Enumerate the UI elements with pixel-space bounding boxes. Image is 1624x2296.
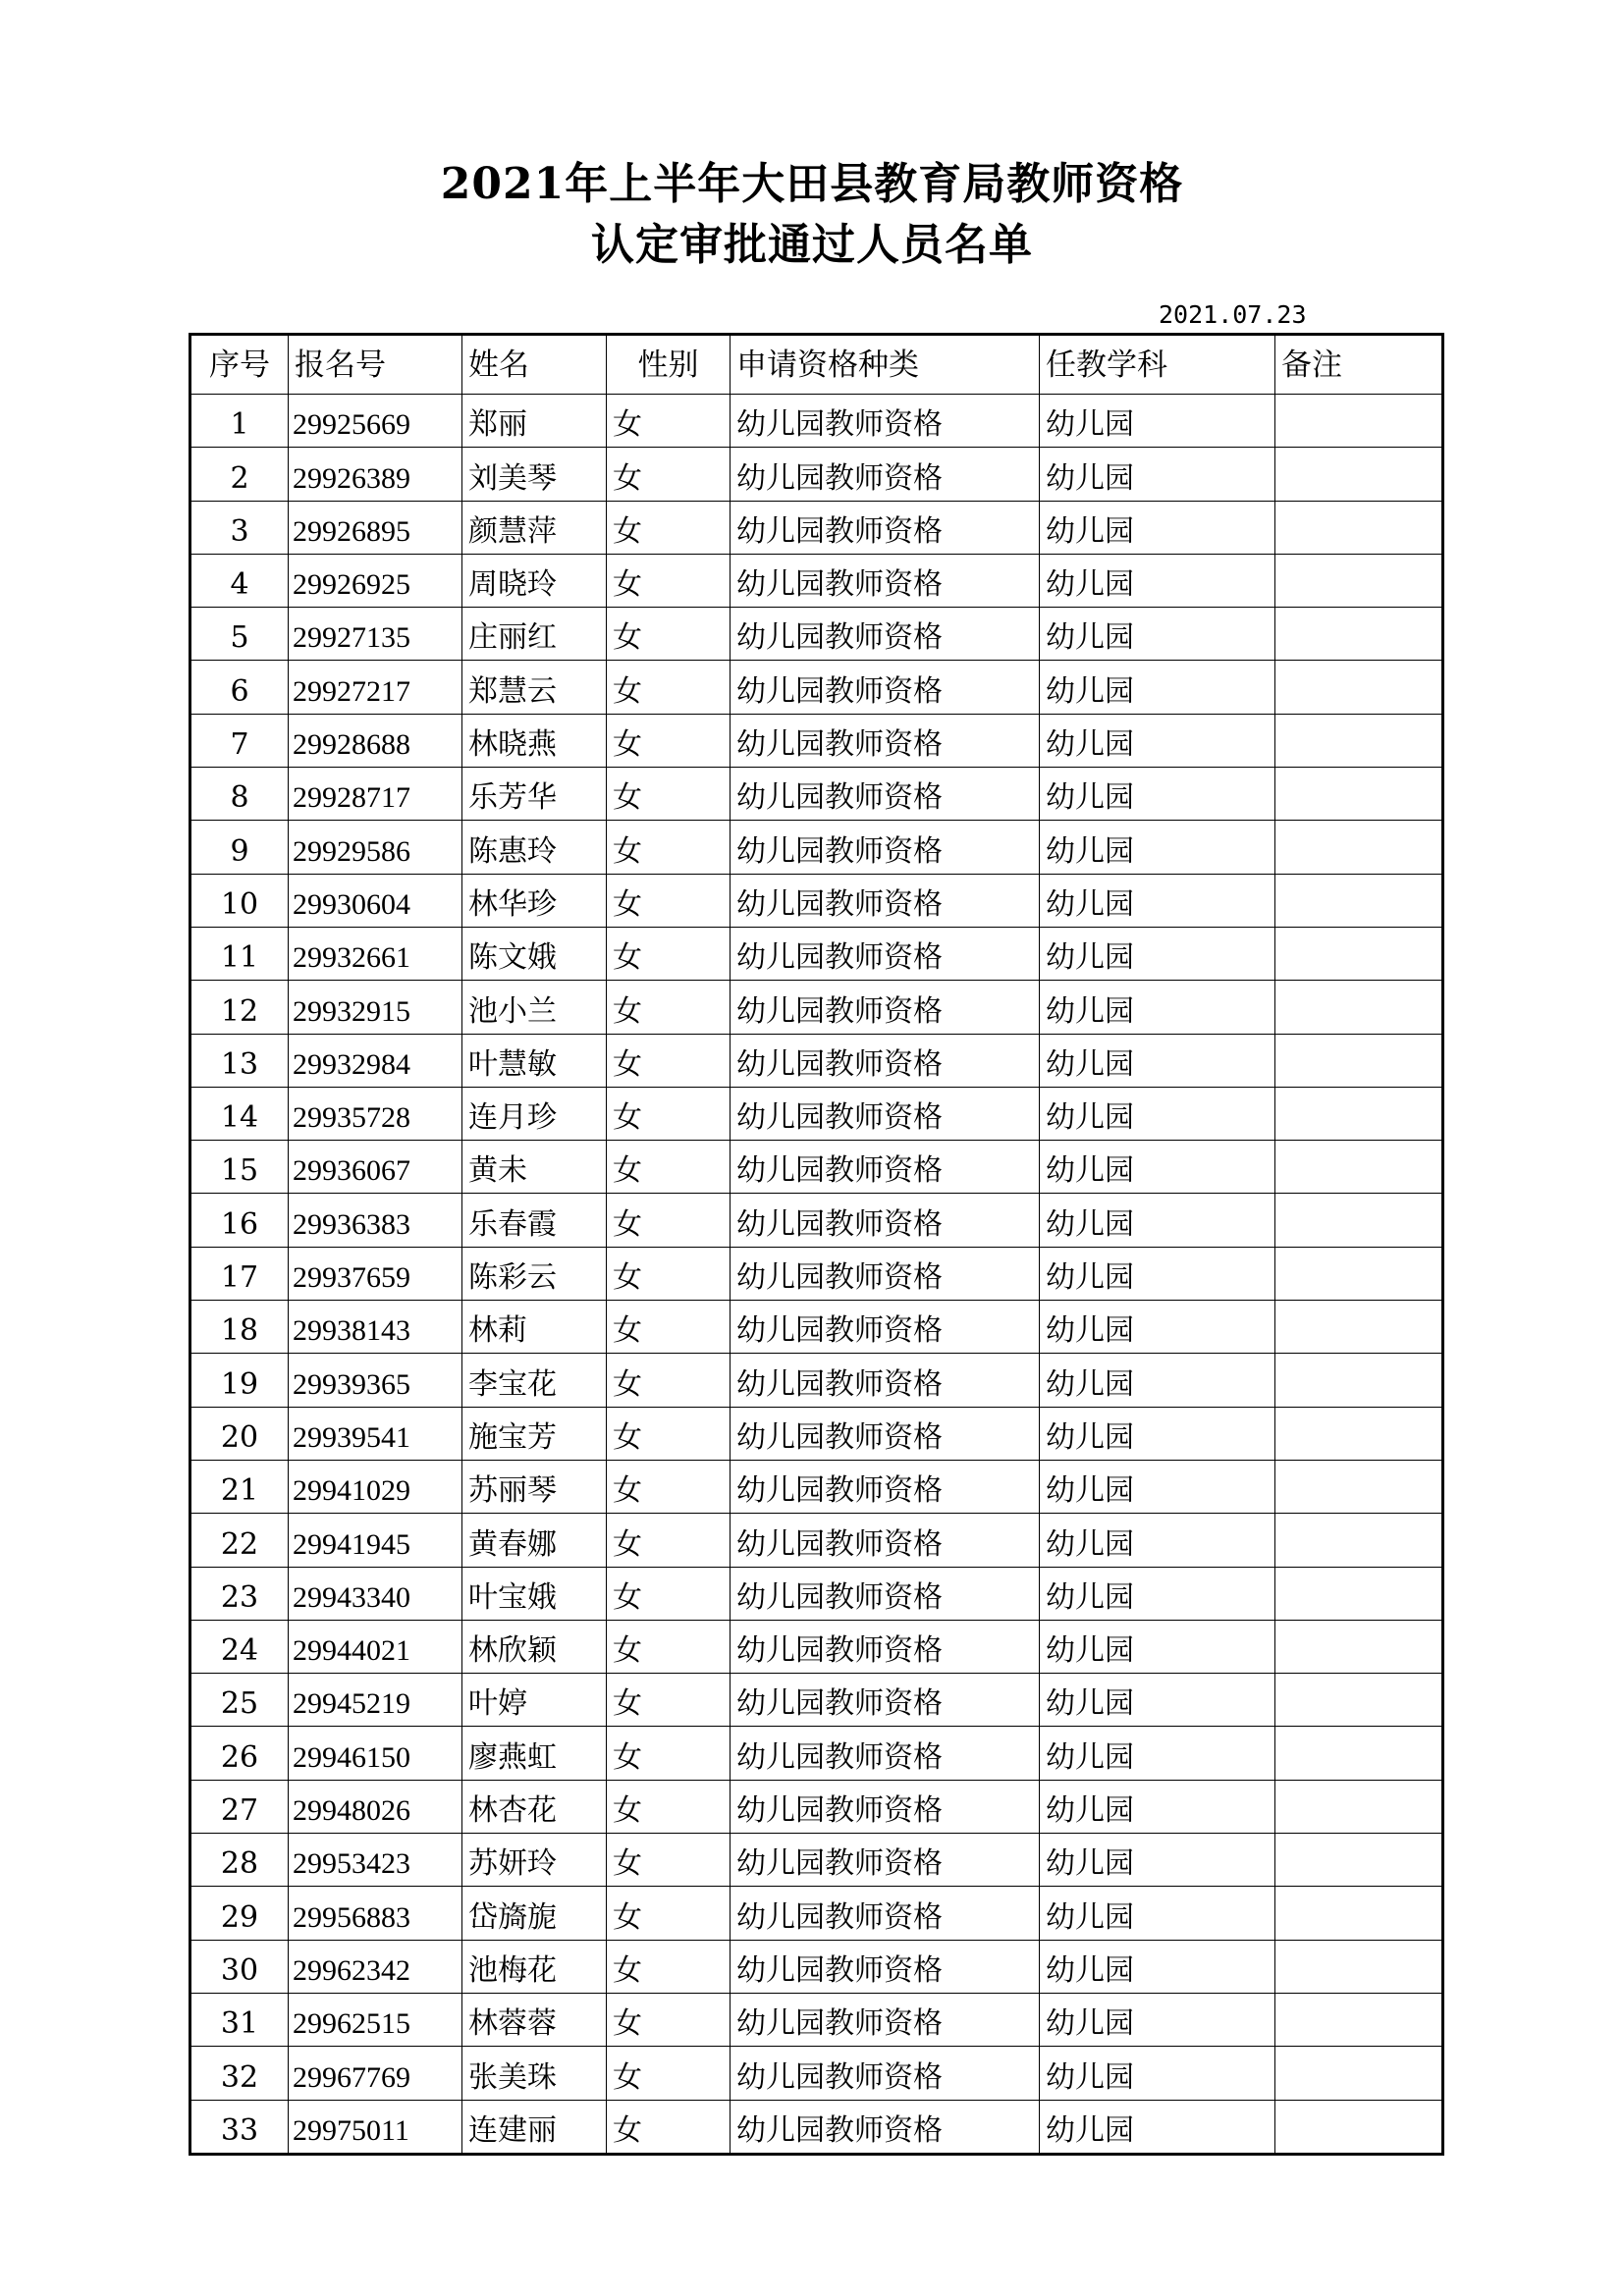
cell-seq: 18 bbox=[190, 1301, 289, 1354]
table-row bbox=[190, 501, 1443, 554]
cell-remarks bbox=[1275, 1834, 1443, 1887]
cell-reg-no: 29962342 bbox=[289, 1940, 462, 1993]
cell-name: 周晓玲 bbox=[462, 554, 607, 607]
cell-gender: 女 bbox=[607, 554, 731, 607]
table-row bbox=[190, 448, 1443, 501]
cell-reg-no: 29930604 bbox=[289, 874, 462, 927]
cell-seq: 30 bbox=[190, 1940, 289, 1993]
cell-gender: 女 bbox=[607, 1141, 731, 1194]
table-row bbox=[190, 1514, 1443, 1567]
cell-remarks bbox=[1275, 1460, 1443, 1513]
cell-name: 郑丽 bbox=[462, 395, 607, 448]
cell-qualification-type: 幼儿园教师资格 bbox=[731, 927, 1040, 980]
header-reg-no: 报名号 bbox=[289, 335, 462, 395]
cell-name: 廖燕虹 bbox=[462, 1727, 607, 1780]
cell-gender: 女 bbox=[607, 1674, 731, 1727]
cell-qualification-type: 幼儿园教师资格 bbox=[731, 1940, 1040, 1993]
cell-qualification-type: 幼儿园教师资格 bbox=[731, 501, 1040, 554]
cell-subject: 幼儿园 bbox=[1040, 554, 1275, 607]
table-row bbox=[190, 1993, 1443, 2046]
cell-reg-no: 29939541 bbox=[289, 1407, 462, 1460]
cell-seq: 9 bbox=[190, 821, 289, 874]
cell-subject: 幼儿园 bbox=[1040, 1940, 1275, 1993]
cell-reg-no: 29939365 bbox=[289, 1354, 462, 1407]
cell-seq: 11 bbox=[190, 927, 289, 980]
cell-reg-no: 29941029 bbox=[289, 1460, 462, 1513]
cell-subject: 幼儿园 bbox=[1040, 1141, 1275, 1194]
header-seq: 序号 bbox=[190, 335, 289, 395]
table-row bbox=[190, 927, 1443, 980]
cell-remarks bbox=[1275, 1034, 1443, 1087]
cell-subject: 幼儿园 bbox=[1040, 821, 1275, 874]
cell-gender: 女 bbox=[607, 1834, 731, 1887]
cell-subject: 幼儿园 bbox=[1040, 1247, 1275, 1300]
table-row bbox=[190, 1727, 1443, 1780]
cell-remarks bbox=[1275, 1567, 1443, 1620]
cell-subject: 幼儿园 bbox=[1040, 1567, 1275, 1620]
table-row bbox=[190, 2100, 1443, 2154]
cell-subject: 幼儿园 bbox=[1040, 1620, 1275, 1673]
table-row bbox=[190, 1780, 1443, 1833]
cell-qualification-type: 幼儿园教师资格 bbox=[731, 1247, 1040, 1300]
table-row bbox=[190, 714, 1443, 767]
cell-subject: 幼儿园 bbox=[1040, 608, 1275, 661]
cell-reg-no: 29926925 bbox=[289, 554, 462, 607]
table-row bbox=[190, 1407, 1443, 1460]
document-title-line1: 2021年上半年大田县教育局教师资格 bbox=[440, 159, 1184, 209]
cell-name: 黄春娜 bbox=[462, 1514, 607, 1567]
cell-gender: 女 bbox=[607, 1301, 731, 1354]
cell-name: 颜慧萍 bbox=[462, 501, 607, 554]
cell-reg-no: 29941945 bbox=[289, 1514, 462, 1567]
cell-remarks bbox=[1275, 1940, 1443, 1993]
cell-remarks bbox=[1275, 1087, 1443, 1140]
cell-name: 池小兰 bbox=[462, 981, 607, 1034]
cell-qualification-type: 幼儿园教师资格 bbox=[731, 1567, 1040, 1620]
cell-remarks bbox=[1275, 1301, 1443, 1354]
cell-seq: 31 bbox=[190, 1993, 289, 2046]
table-row bbox=[190, 1620, 1443, 1673]
cell-remarks bbox=[1275, 927, 1443, 980]
cell-subject: 幼儿园 bbox=[1040, 1354, 1275, 1407]
cell-qualification-type: 幼儿园教师资格 bbox=[731, 1301, 1040, 1354]
cell-name: 乐春霞 bbox=[462, 1194, 607, 1247]
cell-seq: 16 bbox=[190, 1194, 289, 1247]
cell-reg-no: 29953423 bbox=[289, 1834, 462, 1887]
cell-gender: 女 bbox=[607, 981, 731, 1034]
cell-qualification-type: 幼儿园教师资格 bbox=[731, 1194, 1040, 1247]
cell-gender: 女 bbox=[607, 821, 731, 874]
cell-remarks bbox=[1275, 981, 1443, 1034]
cell-seq: 7 bbox=[190, 714, 289, 767]
cell-subject: 幼儿园 bbox=[1040, 1514, 1275, 1567]
cell-qualification-type: 幼儿园教师资格 bbox=[731, 1034, 1040, 1087]
cell-gender: 女 bbox=[607, 1514, 731, 1567]
cell-remarks bbox=[1275, 1247, 1443, 1300]
cell-reg-no: 29936067 bbox=[289, 1141, 462, 1194]
cell-reg-no: 29927135 bbox=[289, 608, 462, 661]
header-subject: 任教学科 bbox=[1040, 335, 1275, 395]
cell-seq: 29 bbox=[190, 1887, 289, 1940]
cell-qualification-type: 幼儿园教师资格 bbox=[731, 2047, 1040, 2100]
cell-reg-no: 29938143 bbox=[289, 1301, 462, 1354]
cell-name: 刘美琴 bbox=[462, 448, 607, 501]
cell-name: 张美珠 bbox=[462, 2047, 607, 2100]
cell-qualification-type: 幼儿园教师资格 bbox=[731, 661, 1040, 714]
cell-reg-no: 29932915 bbox=[289, 981, 462, 1034]
cell-remarks bbox=[1275, 821, 1443, 874]
cell-reg-no: 29928688 bbox=[289, 714, 462, 767]
cell-qualification-type: 幼儿园教师资格 bbox=[731, 1887, 1040, 1940]
cell-qualification-type: 幼儿园教师资格 bbox=[731, 1087, 1040, 1140]
cell-remarks bbox=[1275, 1514, 1443, 1567]
table-row bbox=[190, 395, 1443, 448]
cell-gender: 女 bbox=[607, 1567, 731, 1620]
cell-name: 郑慧云 bbox=[462, 661, 607, 714]
table-body bbox=[190, 395, 1443, 2155]
table-row bbox=[190, 821, 1443, 874]
cell-remarks bbox=[1275, 1354, 1443, 1407]
cell-subject: 幼儿园 bbox=[1040, 1460, 1275, 1513]
cell-gender: 女 bbox=[607, 1087, 731, 1140]
cell-subject: 幼儿园 bbox=[1040, 1194, 1275, 1247]
cell-gender: 女 bbox=[607, 768, 731, 821]
cell-remarks bbox=[1275, 714, 1443, 767]
cell-subject: 幼儿园 bbox=[1040, 1674, 1275, 1727]
cell-reg-no: 29932661 bbox=[289, 927, 462, 980]
cell-gender: 女 bbox=[607, 1780, 731, 1833]
cell-subject: 幼儿园 bbox=[1040, 1993, 1275, 2046]
table-row bbox=[190, 608, 1443, 661]
cell-gender: 女 bbox=[607, 448, 731, 501]
cell-seq: 28 bbox=[190, 1834, 289, 1887]
header-name: 姓名 bbox=[462, 335, 607, 395]
document-date: 2021.07.23 bbox=[1159, 300, 1307, 329]
cell-qualification-type: 幼儿园教师资格 bbox=[731, 2100, 1040, 2154]
cell-subject: 幼儿园 bbox=[1040, 395, 1275, 448]
cell-name: 施宝芳 bbox=[462, 1407, 607, 1460]
table-row bbox=[190, 661, 1443, 714]
table-row bbox=[190, 2047, 1443, 2100]
table-row bbox=[190, 874, 1443, 927]
cell-gender: 女 bbox=[607, 1887, 731, 1940]
table-row bbox=[190, 1887, 1443, 1940]
cell-remarks bbox=[1275, 1194, 1443, 1247]
cell-gender: 女 bbox=[607, 395, 731, 448]
cell-seq: 15 bbox=[190, 1141, 289, 1194]
cell-remarks bbox=[1275, 1674, 1443, 1727]
cell-name: 苏妍玲 bbox=[462, 1834, 607, 1887]
cell-reg-no: 29975011 bbox=[289, 2100, 462, 2154]
cell-subject: 幼儿园 bbox=[1040, 1834, 1275, 1887]
cell-seq: 10 bbox=[190, 874, 289, 927]
cell-subject: 幼儿园 bbox=[1040, 874, 1275, 927]
cell-reg-no: 29927217 bbox=[289, 661, 462, 714]
cell-gender: 女 bbox=[607, 1407, 731, 1460]
cell-seq: 8 bbox=[190, 768, 289, 821]
table-row bbox=[190, 1301, 1443, 1354]
cell-gender: 女 bbox=[607, 1194, 731, 1247]
cell-subject: 幼儿园 bbox=[1040, 1780, 1275, 1833]
table-row bbox=[190, 1087, 1443, 1140]
cell-qualification-type: 幼儿园教师资格 bbox=[731, 395, 1040, 448]
cell-qualification-type: 幼儿园教师资格 bbox=[731, 1354, 1040, 1407]
cell-reg-no: 29936383 bbox=[289, 1194, 462, 1247]
cell-gender: 女 bbox=[607, 2047, 731, 2100]
cell-subject: 幼儿园 bbox=[1040, 768, 1275, 821]
cell-remarks bbox=[1275, 448, 1443, 501]
cell-qualification-type: 幼儿园教师资格 bbox=[731, 1141, 1040, 1194]
cell-subject: 幼儿园 bbox=[1040, 501, 1275, 554]
cell-remarks bbox=[1275, 874, 1443, 927]
header-remarks: 备注 bbox=[1275, 335, 1443, 395]
cell-remarks bbox=[1275, 1993, 1443, 2046]
cell-name: 林华珍 bbox=[462, 874, 607, 927]
cell-gender: 女 bbox=[607, 874, 731, 927]
cell-name: 李宝花 bbox=[462, 1354, 607, 1407]
cell-remarks bbox=[1275, 1887, 1443, 1940]
cell-gender: 女 bbox=[607, 1460, 731, 1513]
cell-seq: 26 bbox=[190, 1727, 289, 1780]
header-gender: 性别 bbox=[607, 335, 731, 395]
cell-reg-no: 29932984 bbox=[289, 1034, 462, 1087]
cell-qualification-type: 幼儿园教师资格 bbox=[731, 554, 1040, 607]
cell-subject: 幼儿园 bbox=[1040, 448, 1275, 501]
cell-name: 叶婷 bbox=[462, 1674, 607, 1727]
cell-reg-no: 29935728 bbox=[289, 1087, 462, 1140]
table-row bbox=[190, 1567, 1443, 1620]
cell-seq: 1 bbox=[190, 395, 289, 448]
cell-reg-no: 29962515 bbox=[289, 1993, 462, 2046]
cell-name: 黄未 bbox=[462, 1141, 607, 1194]
cell-seq: 22 bbox=[190, 1514, 289, 1567]
cell-name: 林蓉蓉 bbox=[462, 1993, 607, 2046]
cell-subject: 幼儿园 bbox=[1040, 981, 1275, 1034]
cell-subject: 幼儿园 bbox=[1040, 661, 1275, 714]
cell-seq: 5 bbox=[190, 608, 289, 661]
table-row bbox=[190, 1141, 1443, 1194]
cell-subject: 幼儿园 bbox=[1040, 2047, 1275, 2100]
cell-reg-no: 29926389 bbox=[289, 448, 462, 501]
cell-seq: 3 bbox=[190, 501, 289, 554]
cell-name: 林晓燕 bbox=[462, 714, 607, 767]
cell-name: 叶慧敏 bbox=[462, 1034, 607, 1087]
cell-qualification-type: 幼儿园教师资格 bbox=[731, 1674, 1040, 1727]
cell-reg-no: 29945219 bbox=[289, 1674, 462, 1727]
cell-reg-no: 29929586 bbox=[289, 821, 462, 874]
cell-gender: 女 bbox=[607, 1620, 731, 1673]
cell-subject: 幼儿园 bbox=[1040, 927, 1275, 980]
cell-gender: 女 bbox=[607, 2100, 731, 2154]
cell-gender: 女 bbox=[607, 608, 731, 661]
cell-remarks bbox=[1275, 1141, 1443, 1194]
cell-qualification-type: 幼儿园教师资格 bbox=[731, 1727, 1040, 1780]
cell-seq: 25 bbox=[190, 1674, 289, 1727]
cell-subject: 幼儿园 bbox=[1040, 1034, 1275, 1087]
table-row bbox=[190, 1034, 1443, 1087]
approved-teachers-table bbox=[189, 333, 1444, 2156]
cell-seq: 32 bbox=[190, 2047, 289, 2100]
cell-subject: 幼儿园 bbox=[1040, 2100, 1275, 2154]
cell-seq: 27 bbox=[190, 1780, 289, 1833]
table-row bbox=[190, 1247, 1443, 1300]
cell-remarks bbox=[1275, 1407, 1443, 1460]
cell-seq: 14 bbox=[190, 1087, 289, 1140]
cell-reg-no: 29925669 bbox=[289, 395, 462, 448]
header-qualification-type: 申请资格种类 bbox=[731, 335, 1040, 395]
table-row bbox=[190, 554, 1443, 607]
cell-subject: 幼儿园 bbox=[1040, 1301, 1275, 1354]
cell-remarks bbox=[1275, 395, 1443, 448]
table-row bbox=[190, 1834, 1443, 1887]
cell-seq: 20 bbox=[190, 1407, 289, 1460]
cell-seq: 24 bbox=[190, 1620, 289, 1673]
cell-subject: 幼儿园 bbox=[1040, 1407, 1275, 1460]
cell-qualification-type: 幼儿园教师资格 bbox=[731, 1407, 1040, 1460]
cell-seq: 33 bbox=[190, 2100, 289, 2154]
cell-name: 连建丽 bbox=[462, 2100, 607, 2154]
cell-reg-no: 29944021 bbox=[289, 1620, 462, 1673]
cell-qualification-type: 幼儿园教师资格 bbox=[731, 1514, 1040, 1567]
cell-remarks bbox=[1275, 2047, 1443, 2100]
cell-reg-no: 29937659 bbox=[289, 1247, 462, 1300]
cell-qualification-type: 幼儿园教师资格 bbox=[731, 768, 1040, 821]
document-title-line2: 认定审批通过人员名单 bbox=[591, 220, 1033, 270]
cell-reg-no: 29928717 bbox=[289, 768, 462, 821]
cell-seq: 19 bbox=[190, 1354, 289, 1407]
table-row bbox=[190, 1460, 1443, 1513]
table-row bbox=[190, 1194, 1443, 1247]
cell-remarks bbox=[1275, 2100, 1443, 2154]
cell-gender: 女 bbox=[607, 501, 731, 554]
cell-name: 林杏花 bbox=[462, 1780, 607, 1833]
cell-remarks bbox=[1275, 554, 1443, 607]
cell-remarks bbox=[1275, 608, 1443, 661]
cell-name: 苏丽琴 bbox=[462, 1460, 607, 1513]
cell-qualification-type: 幼儿园教师资格 bbox=[731, 1834, 1040, 1887]
cell-qualification-type: 幼儿园教师资格 bbox=[731, 821, 1040, 874]
table-row bbox=[190, 768, 1443, 821]
cell-name: 陈惠玲 bbox=[462, 821, 607, 874]
cell-remarks bbox=[1275, 1780, 1443, 1833]
cell-seq: 17 bbox=[190, 1247, 289, 1300]
cell-qualification-type: 幼儿园教师资格 bbox=[731, 981, 1040, 1034]
table-row bbox=[190, 1354, 1443, 1407]
cell-reg-no: 29956883 bbox=[289, 1887, 462, 1940]
cell-reg-no: 29926895 bbox=[289, 501, 462, 554]
cell-remarks bbox=[1275, 768, 1443, 821]
cell-subject: 幼儿园 bbox=[1040, 1087, 1275, 1140]
cell-reg-no: 29967769 bbox=[289, 2047, 462, 2100]
cell-name: 林欣颖 bbox=[462, 1620, 607, 1673]
cell-name: 陈文娥 bbox=[462, 927, 607, 980]
cell-name: 岱旖旎 bbox=[462, 1887, 607, 1940]
cell-seq: 4 bbox=[190, 554, 289, 607]
cell-seq: 2 bbox=[190, 448, 289, 501]
cell-qualification-type: 幼儿园教师资格 bbox=[731, 874, 1040, 927]
cell-seq: 23 bbox=[190, 1567, 289, 1620]
cell-name: 林莉 bbox=[462, 1301, 607, 1354]
cell-reg-no: 29946150 bbox=[289, 1727, 462, 1780]
cell-qualification-type: 幼儿园教师资格 bbox=[731, 1620, 1040, 1673]
cell-seq: 21 bbox=[190, 1460, 289, 1513]
table-row bbox=[190, 1674, 1443, 1727]
cell-name: 连月珍 bbox=[462, 1087, 607, 1140]
table-row bbox=[190, 1940, 1443, 1993]
cell-qualification-type: 幼儿园教师资格 bbox=[731, 1460, 1040, 1513]
cell-gender: 女 bbox=[607, 1354, 731, 1407]
cell-qualification-type: 幼儿园教师资格 bbox=[731, 608, 1040, 661]
cell-remarks bbox=[1275, 501, 1443, 554]
cell-name: 叶宝娥 bbox=[462, 1567, 607, 1620]
cell-gender: 女 bbox=[607, 714, 731, 767]
cell-reg-no: 29943340 bbox=[289, 1567, 462, 1620]
cell-qualification-type: 幼儿园教师资格 bbox=[731, 1993, 1040, 2046]
table-header-row bbox=[190, 335, 1443, 395]
cell-qualification-type: 幼儿园教师资格 bbox=[731, 448, 1040, 501]
cell-name: 陈彩云 bbox=[462, 1247, 607, 1300]
cell-seq: 12 bbox=[190, 981, 289, 1034]
cell-name: 庄丽红 bbox=[462, 608, 607, 661]
cell-qualification-type: 幼儿园教师资格 bbox=[731, 714, 1040, 767]
cell-remarks bbox=[1275, 661, 1443, 714]
cell-gender: 女 bbox=[607, 661, 731, 714]
cell-seq: 13 bbox=[190, 1034, 289, 1087]
cell-gender: 女 bbox=[607, 1993, 731, 2046]
cell-seq: 6 bbox=[190, 661, 289, 714]
cell-name: 乐芳华 bbox=[462, 768, 607, 821]
cell-remarks bbox=[1275, 1620, 1443, 1673]
cell-gender: 女 bbox=[607, 1727, 731, 1780]
cell-subject: 幼儿园 bbox=[1040, 714, 1275, 767]
cell-remarks bbox=[1275, 1727, 1443, 1780]
cell-subject: 幼儿园 bbox=[1040, 1727, 1275, 1780]
table-row bbox=[190, 981, 1443, 1034]
cell-gender: 女 bbox=[607, 1247, 731, 1300]
cell-qualification-type: 幼儿园教师资格 bbox=[731, 1780, 1040, 1833]
cell-subject: 幼儿园 bbox=[1040, 1887, 1275, 1940]
cell-gender: 女 bbox=[607, 1940, 731, 1993]
cell-reg-no: 29948026 bbox=[289, 1780, 462, 1833]
cell-name: 池梅花 bbox=[462, 1940, 607, 1993]
cell-gender: 女 bbox=[607, 1034, 731, 1087]
cell-gender: 女 bbox=[607, 927, 731, 980]
